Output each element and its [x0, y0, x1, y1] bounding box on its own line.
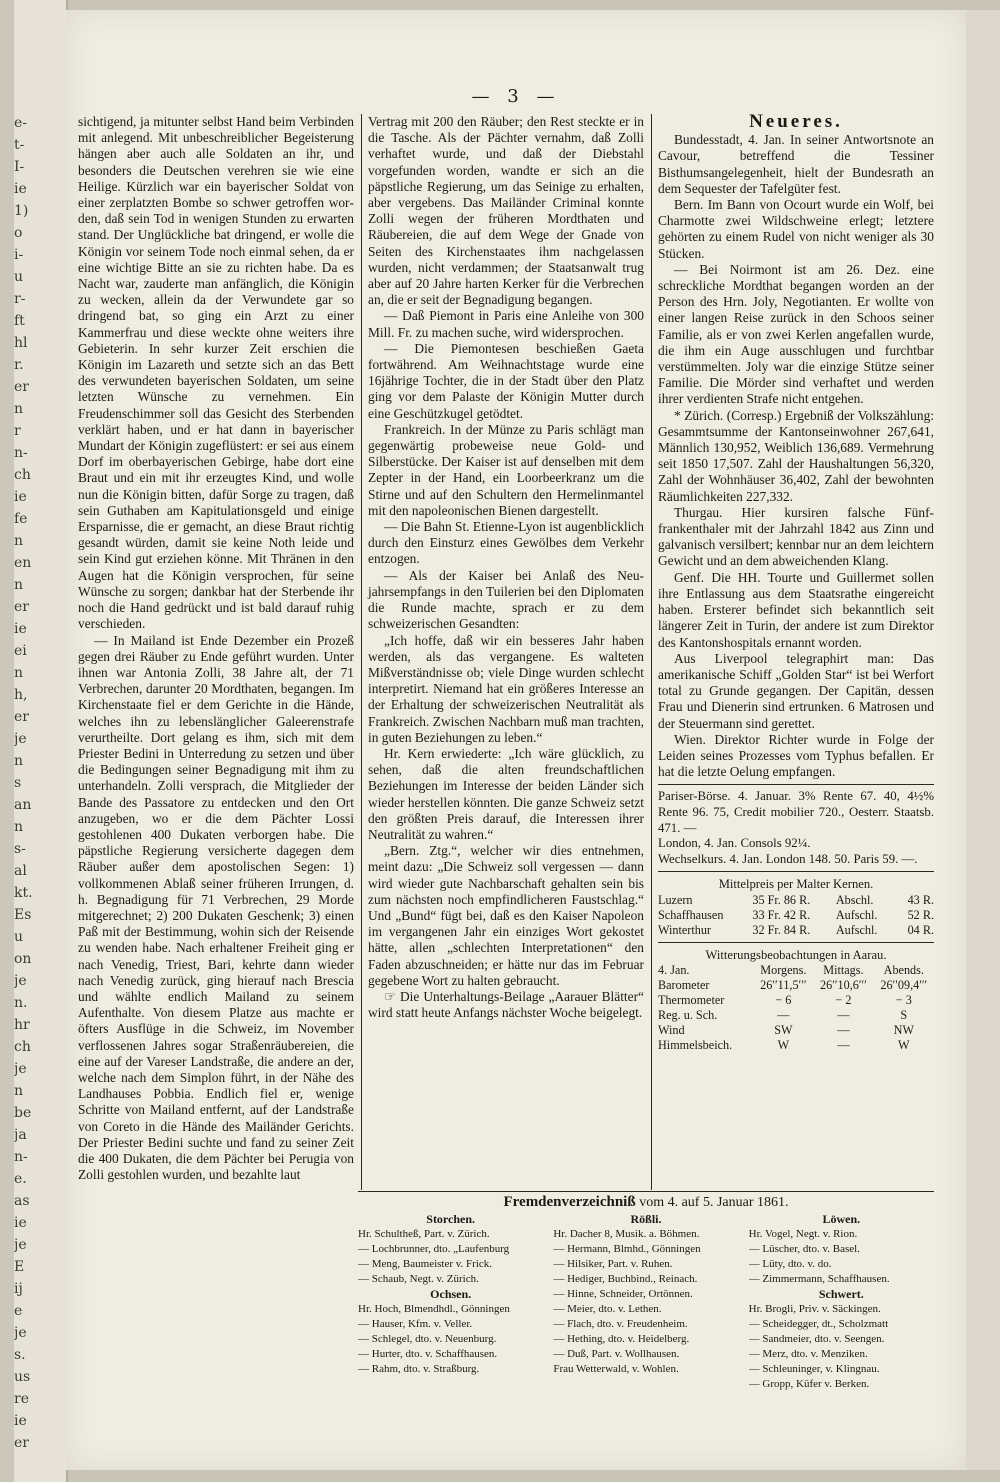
visitor-entry: — Duß, Part. v. Wollhausen.: [553, 1348, 680, 1360]
previous-page-fragment: h,: [14, 687, 28, 703]
previous-page-fragment: er: [14, 379, 29, 395]
previous-page-fragment: ie: [14, 489, 27, 505]
visitor-entry: Hr. Hoch, Blmendhdl., Gönningen: [358, 1303, 510, 1315]
visitor-entry: — Hediger, Buchbind., Reinach.: [553, 1273, 698, 1285]
article-paragraph: Frankreich. In der Münze zu Paris schlägt man gegenwärtig probeweise neue Gold- und Silberstücke. Der Kaiser ist auf denselben mit dem Zepter in der Hand, ein Loorbeerkranz um die Stirne und auf den Schultern den Hermelinmantel mit den napoleonischen Bienen dargestellt.: [368, 421, 644, 518]
previous-page-fragment: er: [14, 709, 29, 725]
weather-cell: S: [900, 1007, 908, 1022]
previous-page-fragment: ei: [14, 643, 27, 659]
visitor-entry: Frau Wetterwald, v. Wohlen.: [553, 1363, 679, 1375]
market-line: Pariser-Börse. 4. Januar. 3% Rente 67. 40, 4½% Rente 96. 75, Credit mobilier 720., Oesterr. Staatsb. 471. —: [658, 789, 934, 835]
weather-header-cell: Abends.: [883, 962, 924, 977]
weather-header-cell: 4. Jan.: [658, 962, 690, 977]
visitor-entry: Hr. Vogel, Negt. v. Rion.: [748, 1228, 858, 1240]
weather-cell: Wind: [658, 1022, 685, 1037]
grain-price-row: [658, 923, 934, 938]
article-paragraph: — Die Piemontesen beschießen Gaeta fortwährend. Am Weihnachtstage wurde eine 16jährige Tochter, die in der Stadt über den Platz ging vor dem Palaste der Königin Mutter durch eine Geschützkugel getödtet.: [368, 340, 644, 421]
previous-page-fragment: n-: [14, 1149, 28, 1165]
visitor-column: [358, 1212, 543, 1392]
column-middle: [368, 114, 644, 1021]
grain-price-cell: Winterthur: [658, 922, 711, 937]
grain-price-cell: 43 R.: [907, 892, 934, 907]
previous-page-fragment: fe: [14, 511, 28, 527]
weather-header-row: [658, 963, 934, 978]
previous-page-fragment: je: [14, 973, 27, 989]
previous-page-fragment: u: [14, 929, 24, 945]
divider: [658, 871, 934, 872]
previous-page-fragment: on: [14, 951, 32, 967]
previous-page-fragment: n-: [14, 445, 28, 461]
divider: [658, 784, 934, 785]
visitor-entry: — Rahm, dto. v. Straßburg.: [358, 1363, 480, 1375]
grain-price-cell: Aufschl.: [835, 907, 878, 922]
visitor-entry: Hr. Brogli, Priv. v. Säckingen.: [748, 1303, 881, 1315]
news-item: Genf. Die HH. Tourte und Guillermet sollen ihre Entlassung aus dem Staatsrathe eingereicht haben. Ersterer befindet sich bekanntlich seit längerer Zeit in Turin, der andere ist zum Direktor des Kantonshospitals ernannt worden.: [658, 569, 934, 650]
previous-page-fragment: be: [14, 1105, 32, 1121]
previous-page-fragment: e-: [14, 115, 28, 131]
stock-exchange-report: [658, 789, 934, 867]
visitor-entry: — Hething, dto. v. Heidelberg.: [553, 1333, 690, 1345]
previous-page-fragment: je: [14, 1237, 27, 1253]
weather-cell: —: [777, 1007, 790, 1022]
weather-cell: NW: [893, 1022, 914, 1037]
visitor-entry: — Hilsiker, Part. v. Ruhen.: [553, 1258, 673, 1270]
news-item: Thurgau. Hier kursiren falsche Fünffrankenthaler mit der Jahrzahl 1842 aus Zinn und galvanisch versilbert; kennbar nur an dem leichtern Gewicht und an dem abweichenden Klang.: [658, 504, 934, 569]
visitor-register-date: vom 4. auf 5. Januar 1861.: [639, 1195, 789, 1210]
weather-row: [658, 1038, 934, 1053]
news-item: Bern. Im Bann von Ocourt wurde ein Wolf, bei Charmotte zwei Wildschweine erlegt; letztere gehörten zu einem Rudel von nicht weniger als 30 Stücken.: [658, 197, 934, 261]
visitor-entry: — Lüty, dto. v. do.: [748, 1258, 832, 1270]
visitor-register-title: [358, 1195, 934, 1210]
weather-cell: Reg. u. Sch.: [658, 1007, 718, 1022]
previous-page-fragment: je: [14, 1325, 27, 1341]
grain-price-table: [658, 893, 934, 938]
grain-price-title: Mittelpreis per Malter Kernen.: [718, 877, 874, 892]
news-item: — Bei Noirmont ist am 26. Dez. eine schreckliche Mordthat begangen worden an der Person des Hrn. Joly, Negotianten. Er wollte von einer langen Reise zurück in den Schoos seiner Familie, als er von zwei Kerlen angefallen wurde, die ihm ein Auge ausschlugen und furchtbar verstümmelten. Joly war die einzige Stütze seiner Familie. Die Mörder sind verhaftet und werden ihrer verdienten Strafe nicht entgehen.: [658, 261, 934, 407]
previous-page-fragment: E: [14, 1259, 25, 1275]
previous-page-fragment: n: [14, 819, 24, 835]
hotel-name: Rößli.: [630, 1212, 662, 1226]
weather-cell: W: [777, 1037, 790, 1052]
previous-page-fragment: as: [14, 1193, 30, 1209]
article-paragraph: ☞ Die Unterhaltungs-Beilage „Aarauer Blätter“ wird statt heute Anfangs nächster Woche beigelegt.: [368, 988, 644, 1021]
grain-price-cell: 52 R.: [907, 907, 934, 922]
previous-page-margin: [0, 0, 68, 1482]
article-paragraph: Hr. Kern erwiederte: „Ich wäre glücklich, zu sehen, daß die alten freundschaftlichen Beziehungen im Interesse der beiden Länder sich wieder herstellen könnten. Die ganze Schweiz setzt den größten Preis darauf, die Interessen ihrer Neutralität zu wahren.“: [368, 745, 644, 842]
weather-cell: Barometer: [658, 977, 710, 992]
visitor-entry: — Hauser, Kfm. v. Veller.: [358, 1318, 473, 1330]
previous-page-fragment: kt.: [14, 885, 33, 901]
visitor-entry: — Meier, dto. v. Lethen.: [553, 1303, 662, 1315]
news-item: * Zürich. (Corresp.) Ergebniß der Volkszählung: Gesammtsumme der Kantonseinwohner 267,641, Männlich 130,952, Weiblich 136,689. Vermehrung seit 1850 17,507. Zahl der Haushaltungen 56,320, Zahl der Wohnhäuser 36,402, Zahl der bewohnten Räumlichkeiten 227,332.: [658, 407, 934, 504]
news-item: Wien. Direktor Richter wurde in Folge der Leiden seines Prozesses vom Typhus befallen. Er hat die letzte Oelung empfangen.: [658, 731, 934, 780]
grain-price-row: [658, 893, 934, 908]
article-paragraph: — In Mailand ist Ende Dezember ein Prozeß gegen drei Räuber zu Ende geführt wurden. Unter ihnen war Antonia Zolli, 38 Jahre alt, der 71 Verbrechen, darunter 20 Mordthaten, begangen. Im Kirchenstaate fiel er dem Gerichte in die Hände, welches ihn zu lebenslänglicher Galeerenstrafe verurtheilte. Dort gelang es ihm, sich mit dem Priester Bedini in Unterredung zu setzen und über die Bedingungen seiner Begnadigung mit ihm zu unterhandeln. Zolli versprach, die Mitglieder der Bande des Passatore zu entdecken und den Ort anzugeben, wo er die dem Pächter Lossi gestohlenen 400 Dukaten verborgen habe. Die päpstliche Regierung versicherte dagegen dem Räuber außer dem apostolischen Segen: 1) vollkommenen Ablaß seiner früheren Irrungen, d. h. Begnadigung für 71 Verbrechen, 29 Morde mitgerechnet; 2) 200 Dukaten Geschenk; 3) einen Paß mit der Bestimmung, wohin sich der Reisende zu wenden habe. Nach erhaltener Freiheit ging er nach Venedig, Triest, Bari, kehrte dann wieder nach Venedig zurück, ging hierauf nach Brescia und wählte endlich Mailand zu seinem Aufenthalte. Von diesem Platze aus machte er öfters Ausflüge in die Schweiz, im November verflossenen Jahres sogar Straßenräubereien, die eine auf der Vareser Landstraße, die andere an der, welche nach dem Simplon führt, in der Nähe des Landhauses Pobbia. Endlich fiel er, wenige Schritte von Mailand entfernt, auf der Landstraße von Coreto in die Hände des Mailänder Gerichts. Der Priester Bedini suchte und fand zu seiner Zeit die 400 Dukaten, die dem Pächter bei Perugia von Zolli gestohlen wurden, und bezahlte laut: [78, 632, 354, 1183]
previous-page-fragment: u: [14, 269, 24, 285]
previous-page-fragment: 1): [14, 203, 29, 219]
previous-page-fragment: en: [14, 555, 32, 571]
weather-cell: − 3: [895, 992, 912, 1007]
weather-cell: − 6: [775, 992, 792, 1007]
weather-header-cell: Morgens.: [760, 962, 807, 977]
article-paragraph: — Daß Piemont in Paris eine Anleihe von 300 Mill. Fr. zu machen suche, wird widersprochen.: [368, 308, 644, 340]
article-paragraph: „Ich hoffe, daß wir ein besseres Jahr haben werden, als das vergangene. Es walteten Mißverständnisse ob; viele Dinge wurden schlecht interpretirt. Niemand hat ein größeres Interesse an der Erhaltung der schweizerischen Neutralität als Frankreich. Zwischen Nachbarn muß man trachten, in guten Beziehungen zu leben.“: [368, 632, 644, 745]
column-divider-2: [651, 114, 652, 1190]
weather-row: [658, 1023, 934, 1038]
previous-page-fragment: n: [14, 533, 24, 549]
visitor-entry: — Hermann, Blmhd., Gönningen: [553, 1243, 701, 1255]
previous-page-fragment: o: [14, 225, 23, 241]
visitor-entry: — Zimmermann, Schaffhausen.: [748, 1273, 890, 1285]
newspaper-page: [66, 10, 966, 1470]
hotel-name: Löwen.: [822, 1212, 861, 1226]
previous-page-fragment: ij: [14, 1281, 23, 1297]
grain-price-row: [658, 908, 934, 923]
weather-cell: 26′′09,4′′′: [880, 977, 928, 992]
article-paragraph: Vertrag mit 200 den Räuber; den Rest steckte er in die Tasche. Als der Pächter vernahm, daß Zolli verhaftet wurde, und daß der Diebstahl vorgefunden worden, wandte er sich an die päpstliche Regierung, um das Seinige zu erhalten, aber vergebens. Das Mailänder Criminal konnte Zolli wegen der früheren Mordthaten und Räubereien, die auf dem Wege der Gnade von Seiten des Kirchenstaates ihm nachgelassen wurden, nicht verdammen; der Staatsanwalt trug aber auf 20 Jahre harten Kerker für die Verbrechen an, die er seit der Begnadigung begangen.: [368, 114, 644, 308]
visitor-entry: — Gropp, Küfer v. Berken.: [748, 1378, 870, 1390]
previous-page-fragment: je: [14, 1061, 27, 1077]
weather-row: [658, 1008, 934, 1023]
previous-page-fragment: us: [14, 1369, 31, 1385]
previous-page-fragment: al: [14, 863, 27, 879]
weather-cell: − 2: [835, 992, 852, 1007]
weather-cell: —: [837, 1037, 850, 1052]
visitor-entry: Hr. Dacher 8, Musik. a. Böhmen.: [553, 1228, 700, 1240]
previous-page-fragment: er: [14, 1435, 29, 1451]
weather-cell: —: [837, 1007, 850, 1022]
weather-cell: SW: [774, 1022, 793, 1037]
article-paragraph: „Bern. Ztg.“, welcher wir dies entnehmen, meint dazu: „Die Schweiz soll vergessen — dann wird wieder gute Nachbarschaft gehalten sein bis zum nächsten noch empfindlicheren Faustschlag.“ Und „Bund“ fügt bei, daß es den Kaiser Napoleon im vergangenen Jahr ein einziges Wort gekostet hätte, allen „schlechten Interpretationen“ den Faden abzuschneiden; er hätte nur das im Februar gegebene Wort zu halten gebraucht.: [368, 843, 644, 988]
grain-price-cell: Luzern: [658, 892, 693, 907]
news-item: Aus Liverpool telegraphirt man: Das amerikanische Schiff „Golden Star“ ist bei Werfort total zu Grunde gegangen. Der Capitän, dessen Frau und Dienerin sind ertrunken. 6 Matrosen und der Steuermann sind gerettet.: [658, 650, 934, 731]
visitor-entry: — Hinne, Schneider, Ortönnen.: [553, 1288, 693, 1300]
previous-page-fragment: n: [14, 665, 24, 681]
visitor-entry: Hr. Schultheß, Part. v. Zürich.: [358, 1228, 490, 1240]
market-line: Wechselkurs. 4. Jan. London 148. 50. Paris 59. —.: [658, 851, 918, 866]
previous-page-fragment: r-: [14, 291, 26, 307]
previous-page-fragment: s: [14, 775, 22, 791]
visitor-entry: — Meng, Baumeister v. Frick.: [358, 1258, 493, 1270]
visitor-entry: — Scheidegger, dt., Scholzmatt: [748, 1318, 889, 1330]
weather-title: Witterungsbeobachtungen in Aarau.: [705, 947, 887, 962]
visitor-entry: — Flach, dto. v. Freudenheim.: [553, 1318, 688, 1330]
previous-page-fragment: r: [14, 423, 21, 439]
weather-cell: 26′′10,6′′′: [820, 977, 867, 992]
hotel-name: Storchen.: [426, 1212, 476, 1226]
visitor-register-title-bold: Fremdenverzeichniß: [503, 1194, 636, 1210]
previous-page-fragment: t-: [14, 137, 25, 153]
weather-cell: W: [898, 1037, 910, 1052]
grain-price-cell: Aufschl.: [835, 922, 878, 937]
previous-page-fragment: I-: [14, 159, 25, 175]
visitor-entry: — Schaub, Negt. v. Zürich.: [358, 1273, 479, 1285]
grain-price-cell: Abschl.: [835, 892, 874, 907]
previous-page-fragment: ie: [14, 181, 27, 197]
visitor-entry: — Sandmeier, dto. v. Seengen.: [748, 1333, 885, 1345]
weather-header-cell: Mittags.: [823, 962, 864, 977]
visitor-entry: — Lochbrunner, dto. „Laufenburg: [358, 1243, 510, 1255]
article-paragraph: — Die Bahn St. Etienne-Lyon ist augenblicklich durch den Einsturz eines Gewölbes dem Verkehr entzogen.: [368, 519, 644, 567]
previous-page-fragment: ie: [14, 1215, 27, 1231]
previous-page-fragment: je: [14, 731, 27, 747]
previous-page-fragment: n.: [14, 995, 28, 1011]
previous-page-fragment: i-: [14, 247, 24, 263]
section-heading-neueres: Neueres.: [749, 111, 843, 132]
grain-price-cell: 33 Fr. 42 R.: [752, 907, 811, 922]
previous-page-fragment: ie: [14, 1413, 27, 1429]
previous-page-fragment: n: [14, 577, 24, 593]
weather-row: [658, 978, 934, 993]
previous-page-fragment: s-: [14, 841, 26, 857]
divider: [658, 942, 934, 943]
grain-price-cell: 35 Fr. 86 R.: [752, 892, 811, 907]
visitor-column: [749, 1212, 934, 1392]
previous-page-fragment: s.: [14, 1347, 26, 1363]
next-page-edge: [966, 10, 1000, 1470]
article-paragraph: sichtigend, ja mitunter selbst Hand beim Verbinden mit anlegend. Mit unbeschreiblicher Begeisterung hängen aber auch alle Soldaten an ihr, und besonders die Deutschen verehren sie wie eine Heilige. Kürzlich war ein bayerischer Soldat von einer zerplatzten Bombe so schwer getroffen worden, daß sein Tod in wenigen Stunden zu erwarten stand. Der Unglückliche bat dringend, er wolle die Königin vor seinem Tode noch einmal sehen, da er eine wichtige Bitte an sie zu richten habe. Da es Nacht war, zauderte man anfänglich, die Königin zu wecken, allein da der Verwundete gar so dringend bat, so ging ein Arzt zu einer Kammerfrau und diese weckte ohne weiters ihre Gebieterin. In sehr kurzer Zeit erschien die Königin im Lazareth und setzte sich an das Bett des verwundeten bayerischen Soldaten, um seine letzten Wünsche zu vernehmen. Ein Freudenschimmer soll das Gesicht des Sterbenden verklärt haben, und er hat dann in bayerischer Mundart der Königin zugeflüstert: er sei aus einem Dorf im oberbayerischen Gebirge, habe dort eine Braut und ein mit ihr erzeugtes Kind, und wolle nun die Königin bitten, dafür Sorge zu tragen, daß sein Guthaben am Kapitulationsgeld und einige Ersparnisse, die er gemacht, an diese Braut richtig gesandt würden, damit sie keine Noth leide und sein Kind gut erziehen könne. Mit Thränen in den Augen hat die Königin versprochen, für seine Wünsche zu sorgen; dankbar hat der Sterbende ihr noch die Hand gedrückt und ist bald darauf ruhig verschieden.: [78, 114, 354, 632]
previous-page-text-fragments: [14, 112, 62, 1454]
previous-page-fragment: e.: [14, 1171, 27, 1187]
previous-page-fragment: ch: [14, 1039, 31, 1055]
visitors-top-rule: [358, 1191, 934, 1192]
hotel-name: Ochsen.: [430, 1287, 472, 1301]
weather-row: [658, 993, 934, 1008]
previous-page-fragment: Es: [14, 907, 32, 923]
previous-page-fragment: hr: [14, 1017, 30, 1033]
grain-price-cell: 32 Fr. 84 R.: [752, 922, 811, 937]
previous-page-fragment: r.: [14, 357, 24, 373]
news-items: [658, 132, 934, 780]
previous-page-fragment: e: [14, 1303, 23, 1319]
weather-cell: Himmelsbeich.: [658, 1037, 733, 1052]
weather-cell: Thermometer: [658, 992, 725, 1007]
previous-page-fragment: an: [14, 797, 32, 813]
previous-page-fragment: n: [14, 753, 24, 769]
previous-page-fragment: n: [14, 1083, 24, 1099]
weather-cell: 26′′11,5′′′: [760, 977, 807, 992]
visitor-register: [358, 1195, 934, 1392]
previous-page-fragment: ja: [14, 1127, 27, 1143]
binding-edge: [0, 0, 14, 1482]
grain-price-cell: Schaffhausen: [658, 907, 724, 922]
visitor-column: [553, 1212, 738, 1392]
column-divider-1: [361, 114, 362, 1190]
news-item: Bundesstadt, 4. Jan. In seiner Antwortsnote an Cavour, betreffend die Tessiner Bisthumsangelegenheit, hielt der Bundesrath an dem Sequester der Tafelgüter fest.: [658, 132, 934, 196]
column-left: [78, 114, 354, 1183]
visitor-entry: — Merz, dto. v. Menziken.: [748, 1348, 868, 1360]
previous-page-fragment: ie: [14, 621, 27, 637]
visitor-entry: — Lüscher, dto. v. Basel.: [748, 1243, 860, 1255]
hotel-name: Schwert.: [818, 1287, 864, 1301]
visitor-entry: — Schleuninger, v. Klingnau.: [748, 1363, 880, 1375]
column-right: [658, 111, 934, 1053]
market-line: London, 4. Jan. Consols 92¼.: [658, 836, 811, 851]
previous-page-fragment: er: [14, 599, 29, 615]
previous-page-fragment: ft: [14, 313, 25, 329]
weather-table: [658, 963, 934, 1053]
previous-page-fragment: n: [14, 401, 24, 417]
previous-page-fragment: re: [14, 1391, 29, 1407]
article-paragraph: — Als der Kaiser bei Anlaß des Neujahrsempfangs in den Tuilerien bei den Diplomaten die Runde machte, sprach er zu dem schweizerischen Gesandten:: [368, 567, 644, 632]
weather-cell: —: [837, 1022, 850, 1037]
previous-page-fragment: ch: [14, 467, 31, 483]
page-number: — 3 —: [471, 86, 561, 107]
visitor-columns: [358, 1212, 934, 1392]
visitor-entry: — Schlegel, dto. v. Neuenburg.: [358, 1333, 497, 1345]
grain-price-cell: 04 R.: [907, 922, 934, 937]
visitor-entry: — Hurter, dto. v. Schaffhausen.: [358, 1348, 498, 1360]
previous-page-fragment: hl: [14, 335, 28, 351]
